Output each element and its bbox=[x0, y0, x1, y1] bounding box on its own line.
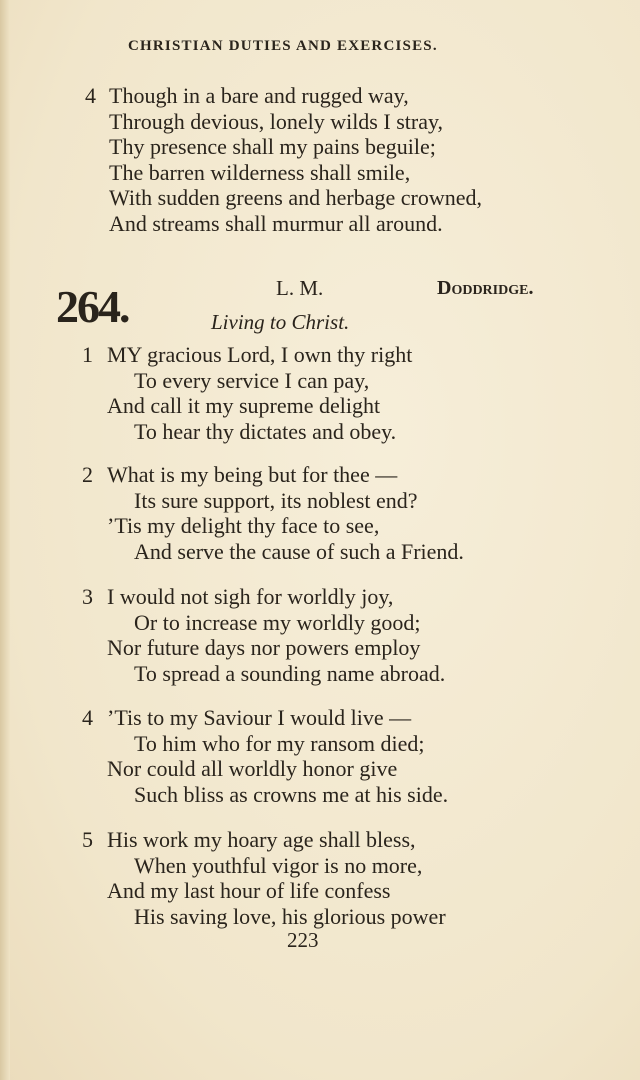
verse-number: 3 bbox=[82, 584, 93, 609]
hymn-number: 264. bbox=[56, 281, 129, 332]
hymn-meter: L. M. bbox=[276, 276, 324, 300]
verse-line: Thy presence shall my pains beguile; bbox=[109, 134, 436, 159]
verse-line: ’Tis to my Saviour I would live — bbox=[107, 705, 412, 730]
verse-line: To every service I can pay, bbox=[134, 367, 370, 393]
verse-number: 4 bbox=[82, 705, 93, 730]
verse-line: To hear thy dictates and obey. bbox=[134, 418, 397, 444]
verse-line: Nor future days nor powers employ bbox=[107, 635, 421, 660]
verse-line: I would not sigh for worldly joy, bbox=[107, 584, 394, 609]
running-header: CHRISTIAN DUTIES AND EXERCISES. bbox=[128, 38, 438, 54]
verse-line: When youthful vigor is no more, bbox=[134, 852, 423, 878]
verse-line: To spread a sounding name abroad. bbox=[134, 660, 446, 686]
verse-line: And call it my supreme delight bbox=[107, 393, 381, 418]
verse-line: Its sure support, its noblest end? bbox=[134, 487, 418, 513]
verse-line: Or to increase my worldly good; bbox=[134, 609, 421, 635]
verse-line: What is my being but for thee — bbox=[107, 462, 398, 487]
hymn-author: Doddridge. bbox=[437, 277, 534, 299]
page-edge bbox=[0, 0, 10, 1080]
verse-line: The barren wilderness shall smile, bbox=[109, 159, 411, 185]
verse-number: 1 bbox=[82, 342, 93, 367]
verse-number: 2 bbox=[82, 462, 93, 487]
hymn-title: Living to Christ. bbox=[211, 310, 350, 334]
verse-line: His saving love, his glorious power bbox=[134, 903, 446, 929]
verse-number: 5 bbox=[82, 827, 93, 852]
verse-number: 4 bbox=[85, 83, 96, 108]
verse-line: With sudden greens and herbage crowned, bbox=[109, 185, 482, 210]
verse-line: ’Tis my delight thy face to see, bbox=[107, 513, 380, 538]
verse-line: Through devious, lonely wilds I stray, bbox=[109, 108, 444, 134]
verse-line: And serve the cause of such a Friend. bbox=[134, 538, 464, 564]
verse-line: His work my hoary age shall bless, bbox=[107, 827, 416, 852]
verse-line: To him who for my ransom died; bbox=[134, 730, 425, 756]
verse-line: Such bliss as crowns me at his side. bbox=[134, 781, 449, 807]
page-number: 223 bbox=[287, 928, 319, 952]
verse-line: Though in a bare and rugged way, bbox=[109, 83, 409, 108]
verse-line: And my last hour of life confess bbox=[107, 878, 391, 903]
verse-line: Nor could all worldly honor give bbox=[107, 756, 398, 781]
verse-line: And streams shall murmur all around. bbox=[109, 210, 443, 236]
verse-line: MY gracious Lord, I own thy right bbox=[107, 342, 413, 367]
